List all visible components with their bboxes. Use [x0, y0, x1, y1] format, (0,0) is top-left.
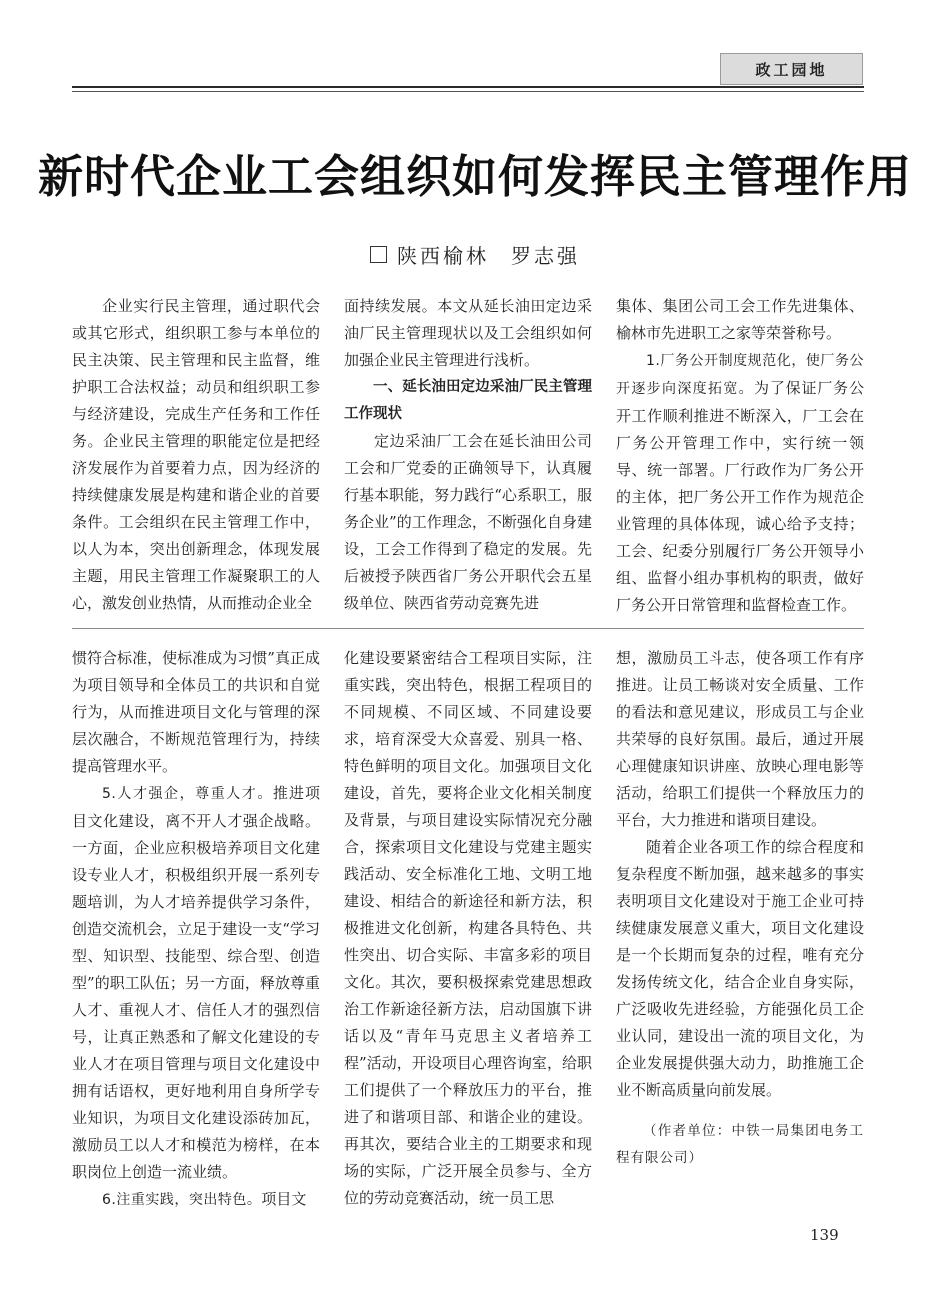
article-title: 新时代企业工会组织如何发挥民主管理作用 — [37, 150, 912, 203]
paragraph: 定边采油厂工会在延长油田公司工会和厂党委的正确领导下，认真履行基本职能，努力践行“心系职工，服务企业”的工作理念，不断强化自身建设，工会工作得到了稳定的发展。先后被授予陕西省厂务公开职代会五星级单位、陕西省劳动竞赛先进 — [344, 432, 592, 612]
paragraph-text: 项目文 — [261, 1190, 307, 1208]
paragraph-continued: 面持续发展。本文从延长油田定边采油厂民主管理现状以及工会组织如何加强企业民主管理进行浅析。 — [344, 297, 592, 369]
bottom-column-2 — [344, 645, 592, 1212]
section-heading: 一、延长油田定边采油厂民主管理工作现状 — [344, 379, 592, 422]
paragraph — [72, 780, 320, 1186]
paragraph-lead: 6.注重实践，突出特色。 — [102, 1192, 262, 1208]
top-column-2 — [344, 293, 592, 617]
section-divider — [72, 628, 864, 629]
page-number: 139 — [810, 1226, 839, 1244]
paragraph-lead: 1.厂务公开制度规范化，使厂务公开逐步向深度拓宽。 — [616, 353, 864, 397]
author-affiliation: （作者单位：中铁一局集团电务工程有限公司） — [616, 1123, 864, 1166]
paragraph-continued: 想，激励员工斗志，使各项工作有序推进。让员工畅谈对安全质量、工作的看法和意见建议，形成员工与企业共荣辱的良好氛围。最后，通过开展心理健康知识讲座、放映心理电影等活动，给职工们提供一个释放压力的平台，大力推进和谐项目建设。 — [616, 649, 864, 829]
paragraph: 企业实行民主管理，通过职代会或其它形式，组织职工参与本单位的民主决策、民主管理和民主监督，维护职工合法权益；动员和组织职工参与经济建设，完成生产任务和工作任务。企业民主管理的职能定位是把经济发展作为首要着力点，因为经济的持续健康发展是构建和谐企业的首要条件。工会组织在民主管理工作中，以人为本，突出创新理念，体现发展主题，用民主管理工作凝聚职工的人心，激发创业热情，从而推动企业全 — [72, 297, 320, 612]
top-column-1 — [72, 293, 320, 617]
paragraph: 随着企业各项工作的综合程度和复杂程度不断加强，越来越多的事实表明项目文化建设对于施工企业可持续健康发展意义重大，项目文化建设是一个长期而复杂的过程，唯有充分发扬传统文化，结合企业自身实际，广泛吸收先进经验，方能强化员工企业认同，建设出一流的项目文化，为企业发展提供强大动力，助推施工企业不断高质量向前发展。 — [616, 838, 864, 1099]
top-column-3 — [616, 293, 864, 619]
paragraph — [72, 1186, 320, 1214]
bottom-column-3 — [616, 645, 864, 1172]
byline — [0, 240, 950, 269]
paragraph — [616, 347, 864, 619]
paragraph-text: 为了保证厂务公开工作顺利推进不断深入，厂工会在厂务公开管理工作中，实行统一领导、统一部署。厂行政作为厂务公开的主体，把厂务公开工作作为规范企业管理的具体体现，诚心给予支持；工会、纪委分别履行厂务公开领导小组、监督小组办事机构的职责，做好厂务公开日常管理和监督检查工作。 — [616, 379, 864, 614]
section-label: 政工园地 — [720, 53, 863, 85]
byline-location: 陕西榆林 — [397, 244, 489, 268]
paragraph-continued: 惯符合标准，使标准成为习惯”真正成为项目领导和全体员工的共识和自觉行为，从而推进项目文化与管理的深层次融合，不断规范管理行为，持续提高管理水平。 — [72, 649, 320, 775]
header-rule-thin — [72, 91, 864, 92]
byline-box-icon — [370, 246, 387, 263]
paragraph-lead: 5.人才强企，尊重人才。 — [102, 786, 273, 802]
paragraph-text: 推进项目文化建设，离不开人才强企战略。一方面，企业应积极培养项目文化建设专业人才，积极组织开展一系列专题培训，为人才培养提供学习条件，创造交流机会，立足于建设一支“学习型、知识型、技能型、综合型、创造型”的职工队伍；另一方面，释放尊重人才、重视人才、信任人才的强烈信号，让真正熟悉和了解文化建设的专业人才在项目管理与项目文化建设中拥有话语权，更好地利用自身所学专业知识，为项目文化建设添砖加瓦，激励员工以人才和模范为榜样，在本职岗位上创造一流业绩。 — [72, 784, 320, 1181]
bottom-column-1 — [72, 645, 320, 1214]
paragraph-continued: 化建设要紧密结合工程项目实际，注重实践，突出特色，根据工程项目的不同规模、不同区域、不同建设要求，培育深受大众喜爱、别具一格、特色鲜明的项目文化。加强项目文化建设，首先，要将企业文化相关制度及背景，与项目建设实际情况充分融合，探索项目文化建设与党建主题实践活动、安全标准化工地、文明工地建设、相结合的新途径和新方法，积极推进文化创新，构建各具特色、共性突出、切合实际、丰富多彩的项目文化。其次，要积极探索党建思想政治工作新途径新方法，启动国旗下讲话以及“青年马克思主义者培养工程”活动，开设项目心理咨询室，给职工们提供了一个释放压力的平台，推进了和谐项目部、和谐企业的建设。再其次，要结合业主的工期要求和现场的实际，广泛开展全员参与、全方位的劳动竞赛活动，统一员工思 — [344, 649, 592, 1207]
header-rule-thick — [72, 86, 864, 88]
paragraph-continued: 集体、集团公司工会工作先进集体、榆林市先进职工之家等荣誉称号。 — [616, 297, 864, 342]
byline-author: 罗志强 — [511, 244, 580, 268]
